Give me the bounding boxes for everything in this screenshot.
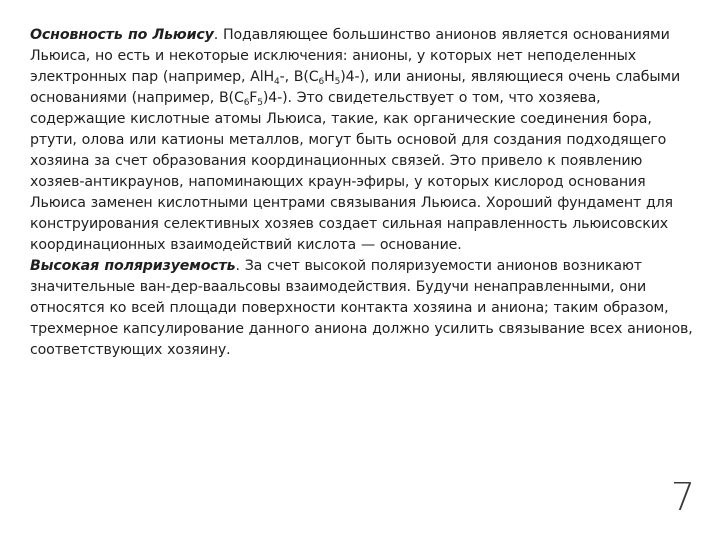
text-run: -, B(C (279, 69, 319, 85)
term-high-polarizability: Высокая поляризуемость (30, 258, 236, 274)
subscript: 5 (257, 98, 263, 108)
subscript: 6 (243, 98, 250, 108)
paragraph-high-polarizability (30, 256, 698, 361)
term-lewis-basicity: Основность по Льюису (30, 27, 214, 43)
subscript: 5 (334, 77, 341, 87)
page-number: 7 (670, 475, 695, 519)
text-run: . Подавляющее большинство анионов является основаниями Льюиса, но есть и некоторые исключения: анионы, у которых нет неподеленных электронных пар (например, AlH (30, 27, 670, 85)
subscript: 4 (274, 77, 280, 87)
text-run: . За счет высокой поляризуемости анионов возникают значительные ван-дер-ваальсовы взаимодействия. Будучи ненаправленными, они относятся ко всей площади поверхности контакта хозяина и аниона; таким образом, трехмерное капсулирование данного аниона должно усилить связывание всех анионов, соответствующих хозяину. (30, 258, 693, 358)
text-body (30, 25, 698, 361)
paragraph-lewis-basicity (30, 25, 698, 256)
text-run: )4-), или анионы, являющиеся очень слабыми основаниями (например, B(C (30, 69, 681, 106)
text-run: )4-). Это свидетельствует о том, что хозяева, содержащие кислотные атомы Льюиса, такие, как органические соединения бора, ртути, олова или катионы металлов, могут быть основой для создания подходящего хозяина за счет образования координационных связей. Это привело к появлению хозяев-антикраунов, напоминающих краун-эфиры, у которых кислород основания Льюиса заменен кислотными центрами связывания Льюиса. Хороший фундамент для конструирования селективных хозяев создает сильная направленность льюисовских координационных взаимодействий кислота — основание. (30, 90, 673, 253)
text-run: F (249, 90, 258, 106)
text-run: H (324, 69, 335, 85)
subscript: 6 (318, 77, 325, 87)
